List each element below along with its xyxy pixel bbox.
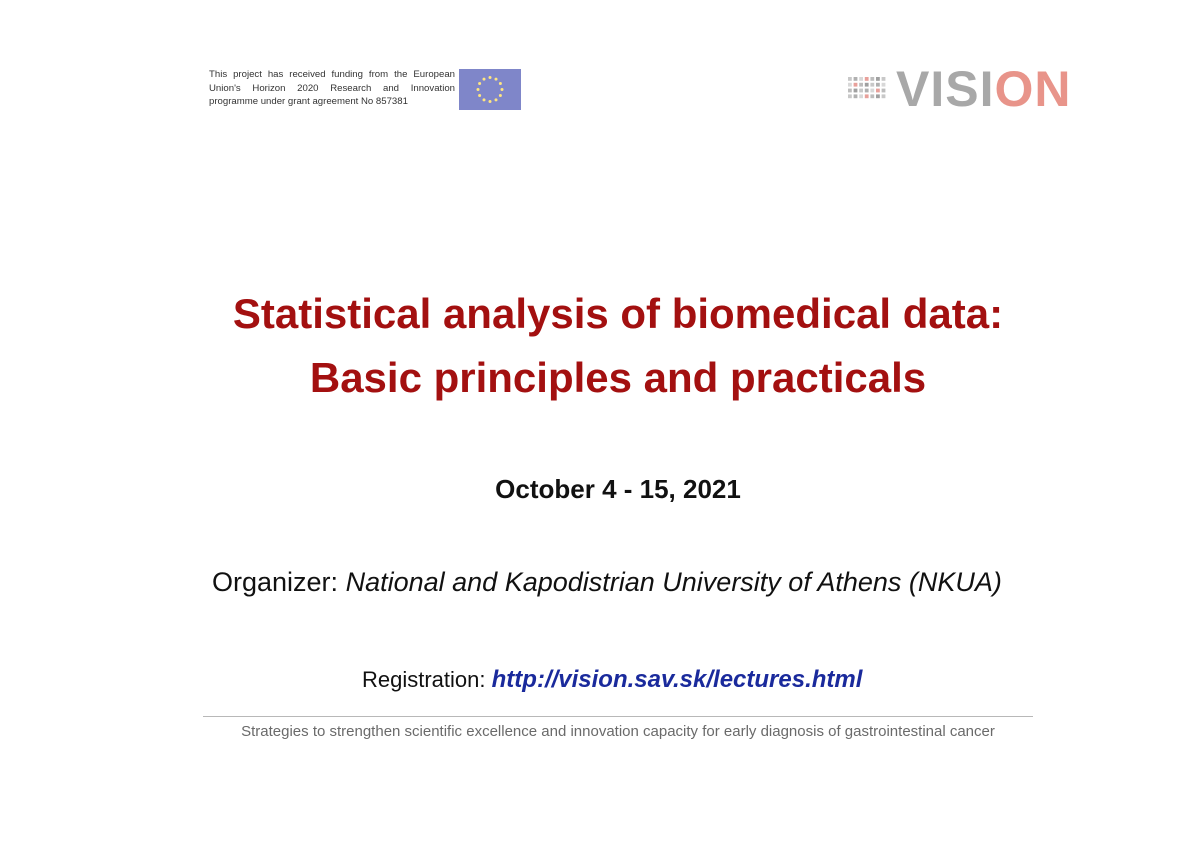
organizer-label: Organizer: xyxy=(212,567,339,597)
vision-wordmark-part2: ON xyxy=(994,61,1072,117)
vision-wordmark xyxy=(896,60,1071,118)
footer-divider xyxy=(203,716,1033,717)
organizer-name: National and Kapodistrian University of Athens (NKUA) xyxy=(345,567,1002,597)
page-title xyxy=(0,282,1200,410)
title-line-2: Basic principles and practicals xyxy=(309,354,927,401)
footer-tagline: Strategies to strengthen scientific excellence and innovation capacity for early diagnosis of gastrointestinal cancer xyxy=(241,723,995,740)
eu-flag-icon xyxy=(459,69,521,110)
dots-grid-icon xyxy=(848,77,888,101)
registration-label: Registration: xyxy=(362,667,486,692)
vision-logo xyxy=(848,60,1071,118)
registration-link[interactable]: http://vision.sav.sk/lectures.html xyxy=(491,666,863,693)
event-dates: October 4 - 15, 2021 xyxy=(495,474,741,504)
title-line-1: Statistical analysis of biomedical data: xyxy=(232,290,1004,337)
registration xyxy=(362,666,962,694)
funding-acknowledgement: This project has received funding from the European Union's Horizon 2020 Research and Innovation programme under grant agreement No 857381 xyxy=(209,69,455,107)
organizer xyxy=(212,567,1112,598)
vision-wordmark-part1: VISI xyxy=(896,61,995,117)
